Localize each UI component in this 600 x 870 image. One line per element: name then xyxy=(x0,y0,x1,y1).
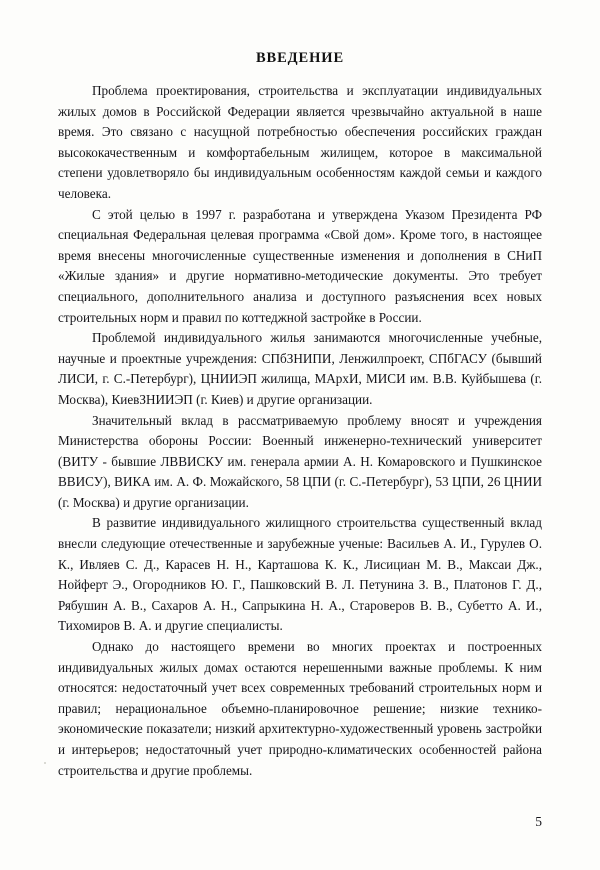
paragraph: Значительный вклад в рассматриваемую проблему вносят и учреждения Министерства обороны России: Военный инженерно-технический университет (ВИТУ - бывшие ЛВВИСКУ им. генерала армии А. Н. Комаровского и Пушкинское ВВИСУ), ВИКА им. А. Ф. Можайского, 58 ЦПИ (г. С.-Петербург), 53 ЦПИ, 26 ЦНИИ (г. Москва) и другие организации. xyxy=(58,412,542,510)
paragraph: В развитие индивидуального жилищного строительства существенный вклад внесли следующие отечественные и зарубежные ученые: Васильев А. И., Гурулев О. К., Ивляев С. Д., Карасев Н. Н., Карташова К. К., Лисициан М. В., Максаи Дж., Нойферт Э., Огородников Ю. Г., Пашковский В. Л. Петунина З. В., Платонов Г. Д., Рябушин А. В., Сахаров А. Н., Сапрыкина Н. А., Староверов В. В., Субетто А. И., Тихомиров В. А. и другие специалисты. xyxy=(58,515,542,634)
paper-speck xyxy=(44,762,46,764)
page-title: ВВЕДЕНИЕ xyxy=(255,50,345,66)
body-text xyxy=(58,81,542,781)
paragraph: Проблемой индивидуального жилья занимаются многочисленные учебные, научные и проектные учреждения: СПбЗНИПИ, Ленжилпроект, СПбГАСУ (бывший ЛИСИ, г. С.-Петербург), ЦНИИЭП жилища, МАрхИ, МИСИ им. В.В. Куйбышева (г. Москва), КиевЗНИИЭП (г. Киев) и другие организации. xyxy=(58,330,542,407)
paragraph: Проблема проектирования, строительства и эксплуатации индивидуальных жилых домов в Российской Федерации является чрезвычайно актуальной в наше время. Это связано с насущной потребностью обеспечения российских граждан высококачественным и комфортабельным жилищем, которое в максимальной степени удовлетворяло бы индивидуальным особенностям каждой семьи и каждого человека. xyxy=(58,83,542,201)
paragraph: Однако до настоящего времени во многих проектах и построенных индивидуальных жилых домах остаются нерешенными важные проблемы. К ним относятся: недостаточный учет всех современных требований строительных норм и правил; нерациональное объемно-планировочное решение; низкие технико-экономические показатели; низкий архитектурно-художественный уровень застройки и интерьеров; недостаточный учет природно-климатических особенностей района строительства и другие проблемы. xyxy=(58,639,542,778)
paragraph: С этой целью в 1997 г. разработана и утверждена Указом Президента РФ специальная Федеральная целевая программа «Свой дом». Кроме того, в настоящее время внесены многочисленные существенные изменения и дополнения в СНиП «Жилые здания» и другие нормативно-методические документы. Это требует специального, дополнительного анализа и доступного разъяснения всех новых строительных норм и правил по коттеджной застройке в России. xyxy=(58,206,542,325)
page-number: 5 xyxy=(535,814,542,829)
